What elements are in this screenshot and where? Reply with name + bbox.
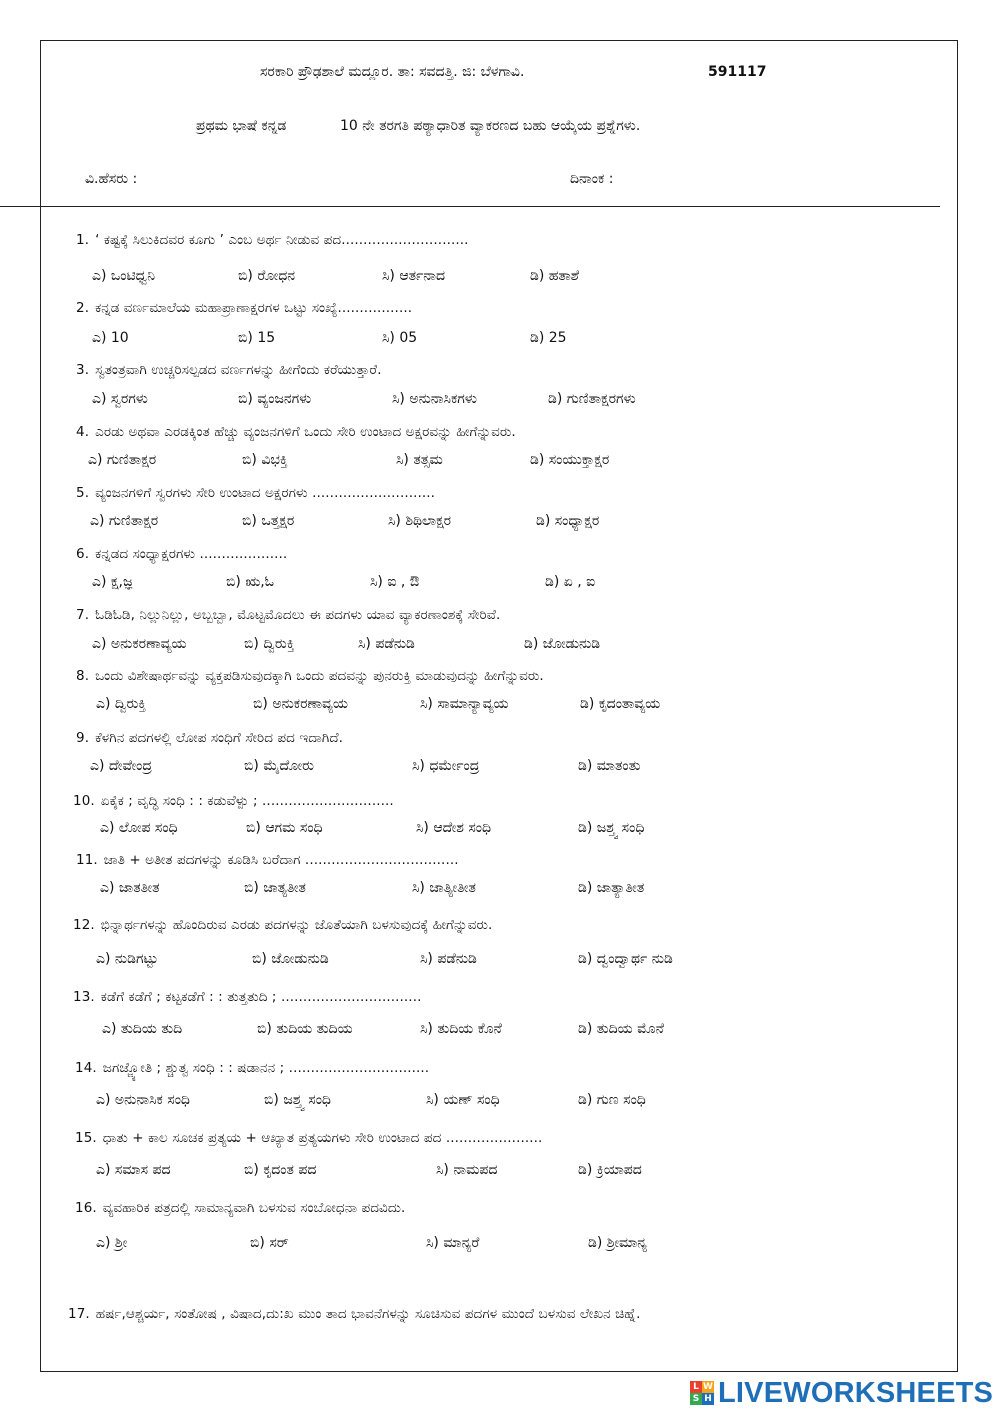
question-3-option-b[interactable]: ಬಿ) ವ್ಯಂಜನಗಳು	[238, 391, 312, 407]
question-17	[68, 1306, 641, 1322]
question-9-option-d[interactable]: ಡಿ) ಮಾತಂತು	[578, 758, 641, 774]
question-15	[75, 1130, 542, 1146]
question-5-option-b[interactable]: ಬಿ) ಒತ್ತಕ್ಷರ	[242, 513, 295, 529]
question-7-option-d[interactable]: ಡಿ) ಜೋಡುನುಡಿ	[524, 636, 601, 652]
question-2-option-d[interactable]: ಡಿ) 25	[530, 330, 567, 346]
question-3-option-c[interactable]: ಸಿ) ಅನುನಾಸಿಕಗಳು	[392, 391, 477, 407]
question-3-option-a[interactable]: ಎ) ಸ್ವರಗಳು	[92, 391, 148, 407]
question-number: 12.	[73, 917, 95, 933]
question-13-option-c[interactable]: ಸಿ) ತುದಿಯ ಕೊನೆ	[420, 1021, 502, 1037]
question-number: 11.	[76, 852, 98, 868]
question-1-option-d[interactable]: ಡಿ) ಹತಾಶೆ	[530, 268, 580, 284]
question-5-option-a[interactable]: ಎ) ಗುಣಿತಾಕ್ಷರ	[90, 513, 159, 529]
question-number: 13.	[73, 989, 95, 1005]
question-13-option-d[interactable]: ಡಿ) ತುದಿಯ ಮೊನೆ	[578, 1021, 664, 1037]
question-16-option-b[interactable]: ಬಿ) ಸರ್	[250, 1235, 289, 1251]
question-5-option-d[interactable]: ಡಿ) ಸಂಧ್ಯಾಕ್ಷರ	[536, 513, 600, 529]
question-text: ಹರ್ಷ,ಆಶ್ಚರ್ಯ, ಸಂತೋಷ , ವಿಷಾದ,ದು:ಖ ಮುಂ ತಾದ ಭಾವನೆಗಳನ್ನು ಸೂಚಿಸುವ ಪದಗಳ ಮುಂದೆ ಬಳಸುವ ಲೇಖನ ಚಿಹ್ನೆ.	[95, 1306, 641, 1322]
question-number: 4.	[76, 424, 90, 440]
question-text: ಕನ್ನಡದ ಸಂಧ್ಯಾಕ್ಷರಗಳು ....................	[95, 546, 288, 562]
question-number: 5.	[76, 485, 90, 501]
question-11-option-c[interactable]: ಸಿ) ಜಾತ್ಯೀತೀತ	[412, 880, 476, 896]
question-15-option-b[interactable]: ಬಿ) ಕೃದಂತ ಪದ	[244, 1162, 317, 1178]
question-number: 1.	[76, 232, 90, 248]
liveworksheets-mark-icon: L W S H	[690, 1381, 714, 1405]
question-1-option-a[interactable]: ಎ) ಒಂಟಿಧ್ವನಿ	[92, 268, 155, 284]
question-6-option-d[interactable]: ಡಿ) ಏ , ಐ	[545, 574, 596, 590]
question-text: ಸ್ವತಂತ್ರವಾಗಿ ಉಚ್ಚರಿಸಲ್ಪಡದ ವರ್ಣಗಳನ್ನು ಹೀಗೆಂದು ಕರೆಯುತ್ತಾರೆ.	[95, 362, 382, 378]
liveworksheets-logo	[690, 1378, 993, 1408]
question-10-option-c[interactable]: ಸಿ) ಆದೇಶ ಸಂಧಿ	[416, 820, 492, 836]
question-16-option-d[interactable]: ಡಿ) ಶ್ರೀಮಾನ್ಯ	[588, 1235, 648, 1251]
question-14-option-a[interactable]: ಎ) ಅನುನಾಸಿಕ ಸಂಧಿ	[96, 1092, 190, 1108]
question-14-option-b[interactable]: ಬಿ) ಜಶ್ತ್ವ ಸಂಧಿ	[264, 1092, 331, 1108]
question-16	[75, 1200, 405, 1216]
question-15-option-c[interactable]: ಸಿ) ನಾಮಪದ	[436, 1162, 498, 1178]
question-11-option-b[interactable]: ಬಿ) ಜಾತ್ಯತೀತ	[244, 880, 306, 896]
question-number: 10.	[73, 793, 95, 809]
question-8	[76, 668, 544, 684]
question-11-option-d[interactable]: ಡಿ) ಜಾತ್ಯಾತೀತ	[578, 880, 645, 896]
question-text: ಕನ್ನಡ ವರ್ಣಮಾಲೆಯ ಮಹಾಪ್ರಾಣಾಕ್ಷರಗಳ ಒಟ್ಟು ಸಂಖ್ಯೆ.................	[95, 300, 413, 316]
question-12-option-c[interactable]: ಸಿ) ಪಡೆನುಡಿ	[420, 951, 477, 967]
question-12-option-b[interactable]: ಬಿ) ಜೋಡುನುಡಿ	[252, 951, 329, 967]
question-number: 3.	[76, 362, 90, 378]
question-number: 2.	[76, 300, 90, 316]
question-16-option-a[interactable]: ಎ) ಶ್ರೀ	[96, 1235, 128, 1251]
question-9-option-c[interactable]: ಸಿ) ಧರ್ಮೇಂದ್ರ	[412, 758, 480, 774]
question-9-option-a[interactable]: ಎ) ದೇವೇಂದ್ರ	[90, 758, 152, 774]
question-11	[76, 852, 459, 868]
worksheet-description: 10 ನೇ ತರಗತಿ ಪಠ್ಯಾಧಾರಿತ ವ್ಯಾಕರಣದ ಬಹು ಆಯ್ಕೆಯ ಪ್ರಶ್ನೆಗಳು.	[340, 118, 641, 134]
question-6-option-a[interactable]: ಎ) ಕ್ಷ,ಜ್ಞ	[92, 574, 133, 590]
question-10-option-d[interactable]: ಡಿ) ಜಶ್ತ್ವ ಸಂಧಿ	[578, 820, 645, 836]
question-text: ‘ ಕಷ್ಟಕ್ಕೆ ಸಿಲುಕಿದವರ ಕೂಗು ’ ಎಂಬ ಅರ್ಥ ನೀಡುವ ಪದ.............................	[95, 232, 469, 248]
question-text: ಜಾತಿ + ಅತೀತ ಪದಗಳನ್ನು ಕೂಡಿಸಿ ಬರೆದಾಗ ...................................	[103, 852, 459, 868]
question-2-option-c[interactable]: ಸಿ) 05	[382, 330, 418, 346]
question-8-option-b[interactable]: ಬಿ) ಅನುಕರಣಾವ್ಯಯ	[253, 696, 348, 712]
question-9	[76, 730, 343, 746]
question-number: 6.	[76, 546, 90, 562]
question-11-option-a[interactable]: ಎ) ಜಾತತೀತ	[100, 880, 160, 896]
question-13-option-a[interactable]: ಎ) ತುದಿಯ ತುದಿ	[102, 1021, 183, 1037]
question-1-option-b[interactable]: ಬಿ) ರೋಧನ	[238, 268, 296, 284]
date-label: ದಿನಾಂಕ :	[570, 171, 614, 187]
question-4-option-c[interactable]: ಸಿ) ತತ್ಸಮ	[396, 452, 443, 468]
question-2-option-b[interactable]: ಬಿ) 15	[238, 330, 276, 346]
school-pin: 591117	[708, 64, 767, 80]
name-label: ವಿ.ಹೆಸರು :	[85, 171, 138, 187]
question-number: 15.	[75, 1130, 97, 1146]
question-2-option-a[interactable]: ಎ) 10	[92, 330, 129, 346]
question-14-option-c[interactable]: ಸಿ) ಯಣ್ ಸಂಧಿ	[426, 1092, 500, 1108]
question-6-option-b[interactable]: ಬಿ) ಋ,ಓ	[226, 574, 275, 590]
question-number: 16.	[75, 1200, 97, 1216]
question-number: 9.	[76, 730, 90, 746]
question-number: 8.	[76, 668, 90, 684]
question-2	[76, 300, 412, 316]
question-7	[76, 607, 500, 623]
logo-text: LIVEWORKSHEETS	[718, 1376, 994, 1409]
question-text: ಎರಡು ಅಥವಾ ಎರಡಕ್ಕಿಂತ ಹೆಚ್ಚು ವ್ಯಂಜನಗಳಿಗೆ ಒಂದು ಸೇರಿ ಉಂಟಾದ ಅಕ್ಷರವನ್ನು ಹೀಗೆನ್ನುವರು.	[95, 424, 516, 440]
question-1-option-c[interactable]: ಸಿ) ಆರ್ತನಾದ	[382, 268, 446, 284]
question-14	[75, 1060, 429, 1076]
question-1	[76, 232, 469, 248]
question-4-option-d[interactable]: ಡಿ) ಸಂಯುಕ್ತಾಕ್ಷರ	[530, 452, 610, 468]
question-8-option-c[interactable]: ಸಿ) ಸಾಮಾನ್ಯಾವ್ಯಯ	[420, 696, 509, 712]
question-4	[76, 424, 516, 440]
question-7-option-a[interactable]: ಎ) ಅನುಕರಣಾವ್ಯಯ	[92, 636, 187, 652]
question-8-option-a[interactable]: ಎ) ದ್ವಿರುಕ್ತಿ	[96, 696, 147, 712]
question-14-option-d[interactable]: ಡಿ) ಗುಣ ಸಂಧಿ	[578, 1092, 646, 1108]
question-6-option-c[interactable]: ಸಿ) ಐ , ಔ	[370, 574, 420, 590]
question-3-option-d[interactable]: ಡಿ) ಗುಣಿತಾಕ್ಷರಗಳು	[548, 391, 636, 407]
question-10	[73, 793, 394, 809]
question-16-option-c[interactable]: ಸಿ) ಮಾನ್ಯರೆ	[426, 1235, 480, 1251]
question-text: ಕಡೆಗೆ ಕಡೆಗೆ ; ಕಟ್ಟಕಡೆಗೆ : : ತುತ್ತತುದಿ ; ................................	[100, 989, 422, 1005]
header-divider	[0, 206, 940, 207]
question-text: ಧಾತು + ಕಾಲ ಸೂಚಕ ಪ್ರತ್ಯಯ + ಆಖ್ಯಾತ ಪ್ರತ್ಯಯಗಳು ಸೇರಿ ಉಂಟಾದ ಪದ ......................	[102, 1130, 543, 1146]
question-15-option-a[interactable]: ಎ) ಸಮಾಸ ಪದ	[96, 1162, 171, 1178]
question-4-option-a[interactable]: ಎ) ಗುಣಿತಾಕ್ಷರ	[88, 452, 157, 468]
question-10-option-a[interactable]: ಎ) ಲೋಪ ಸಂಧಿ	[100, 820, 178, 836]
question-5	[76, 485, 435, 501]
question-9-option-b[interactable]: ಬಿ) ಮೈದೋರು	[244, 758, 314, 774]
question-7-option-c[interactable]: ಸಿ) ಪಡೆನುಡಿ	[358, 636, 415, 652]
question-number: 14.	[75, 1060, 97, 1076]
question-5-option-c[interactable]: ಸಿ) ಶಿಥಿಲಾಕ್ಷರ	[388, 513, 452, 529]
question-13-option-b[interactable]: ಬಿ) ತುದಿಯ ತುದಿಯ	[257, 1021, 353, 1037]
question-text: ವ್ಯವಹಾರಿಕ ಪತ್ರದಲ್ಲಿ ಸಾಮಾನ್ಯವಾಗಿ ಬಳಸುವ ಸಂಬೋಧನಾ ಪದವಿದು.	[102, 1200, 406, 1216]
question-text: ಜಗಜ್ಜ್ಯೋತಿ ; ಶ್ಚುತ್ವ ಸಂಧಿ : : ಷಡಾನನ ; ................................	[102, 1060, 430, 1076]
question-8-option-d[interactable]: ಡಿ) ಕೃದಂತಾವ್ಯಯ	[580, 696, 661, 712]
question-12-option-d[interactable]: ಡಿ) ದ್ವಂದ್ವಾರ್ಥ ನುಡಿ	[578, 951, 673, 967]
question-text: ಭಿನ್ನಾರ್ಥಗಳನ್ನು ಹೊಂದಿರುವ ಎರಡು ಪದಗಳನ್ನು ಜೊತೆಯಾಗಿ ಬಳಸುವುದಕ್ಕೆ ಹೀಗೆನ್ನುವರು.	[100, 917, 493, 933]
question-7-option-b[interactable]: ಬಿ) ದ್ವಿರುಕ್ತಿ	[244, 636, 295, 652]
question-4-option-b[interactable]: ಬಿ) ವಿಭಕ್ತಿ	[242, 452, 288, 468]
school-name: ಸರಕಾರಿ ಪ್ರೌಢಶಾಲೆ ಮದ್ಲೂರ. ತಾ: ಸವದತ್ತಿ. ಜಿ: ಬೆಳಗಾವಿ.	[260, 64, 525, 80]
question-text: ಏಕೈಕ ; ವೃದ್ಧಿ ಸಂಧಿ : : ಕಡುವೆಳ್ಪು ; ..............................	[100, 793, 394, 809]
question-15-option-d[interactable]: ಡಿ) ಕ್ರಿಯಾಪದ	[578, 1162, 642, 1178]
question-6	[76, 546, 287, 562]
question-text: ವ್ಯಂಜನಗಳಿಗೆ ಸ್ವರಗಳು ಸೇರಿ ಉಂಟಾದ ಅಕ್ಷರಗಳು ............................	[95, 485, 436, 501]
question-text: ಓಡಿಓಡಿ, ನಿಲ್ಲುನಿಲ್ಲು, ಅಬ್ಬಬ್ಬಾ, ಮೊಟ್ಟಮೊದಲು ಈ ಪದಗಳು ಯಾವ ವ್ಯಾಕರಣಾಂಶಕ್ಕೆ ಸೇರಿವೆ.	[95, 607, 501, 623]
question-12	[73, 917, 492, 933]
question-13	[73, 989, 421, 1005]
question-3	[76, 362, 382, 378]
question-12-option-a[interactable]: ಎ) ನುಡಿಗಟ್ಟು	[96, 951, 159, 967]
subject-title: ಪ್ರಥಮ ಭಾಷೆ ಕನ್ನಡ	[196, 118, 287, 134]
question-text: ಕೆಳಗಿನ ಪದಗಳಲ್ಲಿ ಲೋಪ ಸಂಧಿಗೆ ಸೇರಿದ ಪದ ಇದಾಗಿದೆ.	[95, 730, 344, 746]
question-number: 17.	[68, 1306, 90, 1322]
question-number: 7.	[76, 607, 90, 623]
question-10-option-b[interactable]: ಬಿ) ಆಗಮ ಸಂಧಿ	[246, 820, 323, 836]
question-text: ಒಂದು ವಿಶೇಷಾರ್ಥವನ್ನು ವ್ಯಕ್ತಪಡಿಸುವುದಕ್ಕಾಗಿ ಒಂದು ಪದವನ್ನು ಪುನರುಕ್ತಿ ಮಾಡುವುದನ್ನು ಹೀಗೆನ್ನುವರು.	[95, 668, 544, 684]
